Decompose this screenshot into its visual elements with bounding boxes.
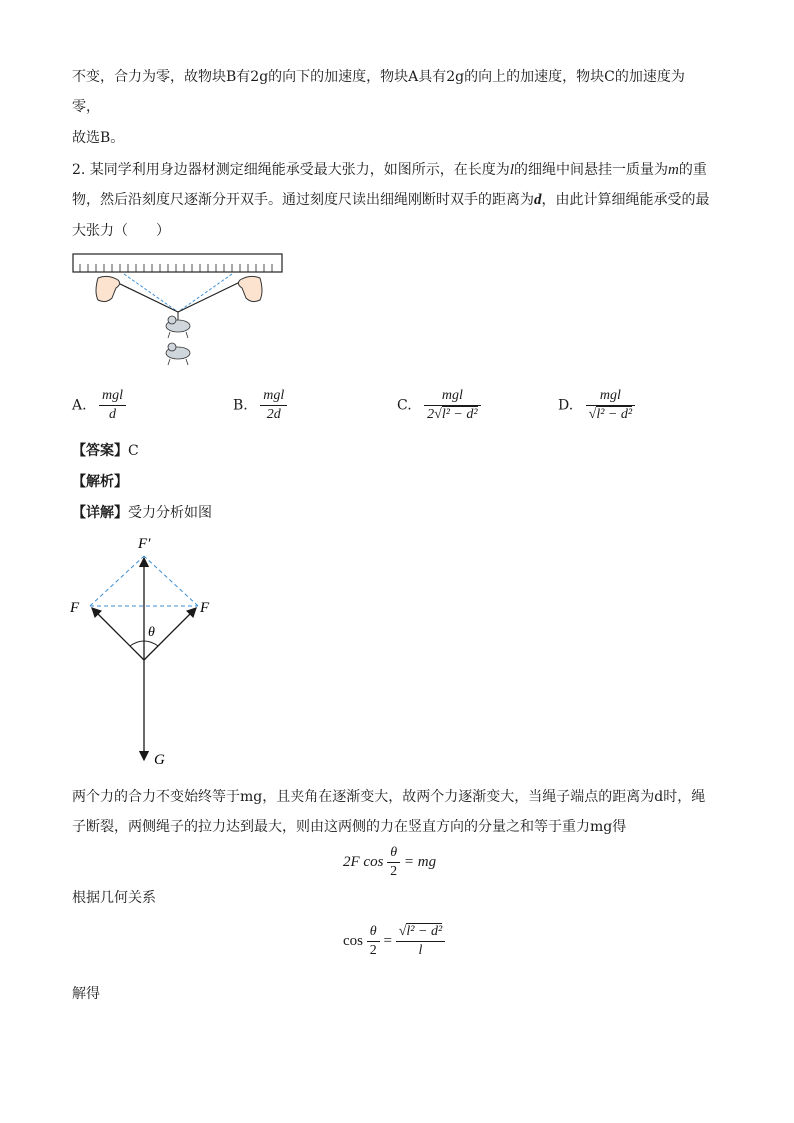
option-b[interactable]	[233, 387, 287, 424]
equation-1: 2F cos $\frac{\theta}{2}$ = mg	[343, 845, 437, 879]
fraction: $\frac{\text{mgl}}{\text{2√l² − d²}}$	[424, 387, 480, 424]
analysis-tag: 【解析】	[72, 474, 128, 490]
var-m: m	[667, 162, 679, 178]
dashed-line	[90, 556, 144, 606]
label-f-prime: F′	[138, 536, 151, 552]
fraction: $\frac{\text{mgl}}{d}$	[99, 387, 126, 424]
var-l: l	[509, 162, 514, 178]
detail-text: 受力分析如图	[128, 505, 212, 521]
fraction: $\frac{\text{mgl}}{2d}$	[260, 387, 287, 424]
sqrt-icon: √	[588, 407, 597, 422]
dashed-line	[144, 556, 198, 606]
text-line: 故选B。	[72, 130, 125, 146]
answer-line	[72, 441, 139, 461]
question-line	[72, 160, 707, 180]
fraction: $\frac{\theta}{2}$	[387, 844, 400, 881]
answer-tag: 【答案】	[72, 443, 128, 459]
weight-icon	[166, 343, 190, 365]
option-label: C.	[397, 397, 412, 414]
text-span: 的重	[678, 162, 707, 178]
option-d[interactable]	[558, 387, 635, 424]
text-span: 物，然后沿刻度尺逐渐分开双手。通过刻度尺读出细绳刚断时双手的距离为	[72, 192, 534, 208]
text-span: ，由此计算细绳能承受的最	[541, 192, 710, 208]
fraction: $\frac{\theta}{2}$	[367, 923, 380, 960]
text-line: 解得	[72, 986, 100, 1002]
equation-2: cos $\frac{\theta}{2}$ = $\frac{\text{√l² − d²}}{l}$	[343, 923, 445, 960]
label-f-right: F	[200, 600, 210, 616]
text-line: 子断裂，两侧绳子的拉力达到最大，则由这两侧的力在竖直方向的分量之和等于重力mg得	[72, 819, 627, 835]
label-theta: θ	[148, 625, 155, 640]
sqrt-icon: √	[434, 407, 442, 422]
question-line	[72, 190, 710, 210]
analysis-line	[72, 472, 128, 492]
option-label: A.	[72, 397, 87, 414]
text-line: 不变，合力为零，故物块B有2g的向下的加速度，物块A具有2g的向上的加速度，物块C的加速度为	[72, 69, 685, 85]
var-d: d	[534, 192, 542, 208]
force-diagram	[66, 532, 226, 770]
ruler-illustration	[72, 250, 287, 370]
text-span: 2. 某同学利用身边器材测定细绳能承受最大张力，如图所示，在长度为	[72, 162, 510, 178]
option-a[interactable]	[72, 387, 126, 424]
sqrt-icon: √	[398, 924, 407, 939]
label-g: G	[154, 752, 165, 768]
right-hand-icon	[238, 276, 262, 301]
text-line: 零，	[72, 99, 100, 115]
label-f-left: F	[70, 600, 80, 616]
option-c[interactable]	[397, 387, 481, 424]
detail-tag: 【详解】	[72, 505, 128, 521]
left-hand-icon	[96, 276, 120, 301]
text-line: 两个力的合力不变始终等于mg，且夹角在逐渐变大，故两个力逐渐变大，当绳子端点的距离为d时，绳	[72, 789, 706, 805]
answer-value: C	[128, 443, 139, 459]
vector-f-left	[92, 608, 144, 660]
option-label: B.	[233, 397, 248, 414]
option-label: D.	[558, 397, 574, 414]
fraction: $\frac{\text{√l² − d²}}{l}$	[396, 923, 445, 960]
detail-line	[72, 503, 212, 523]
question-line: 大张力（ ）	[72, 223, 170, 239]
text-line: 根据几何关系	[72, 890, 156, 906]
fraction: $\frac{\text{mgl}}{\text{√l² − d²}}$	[586, 387, 635, 424]
text-span: 的细绳中间悬挂一质量为	[513, 162, 668, 178]
